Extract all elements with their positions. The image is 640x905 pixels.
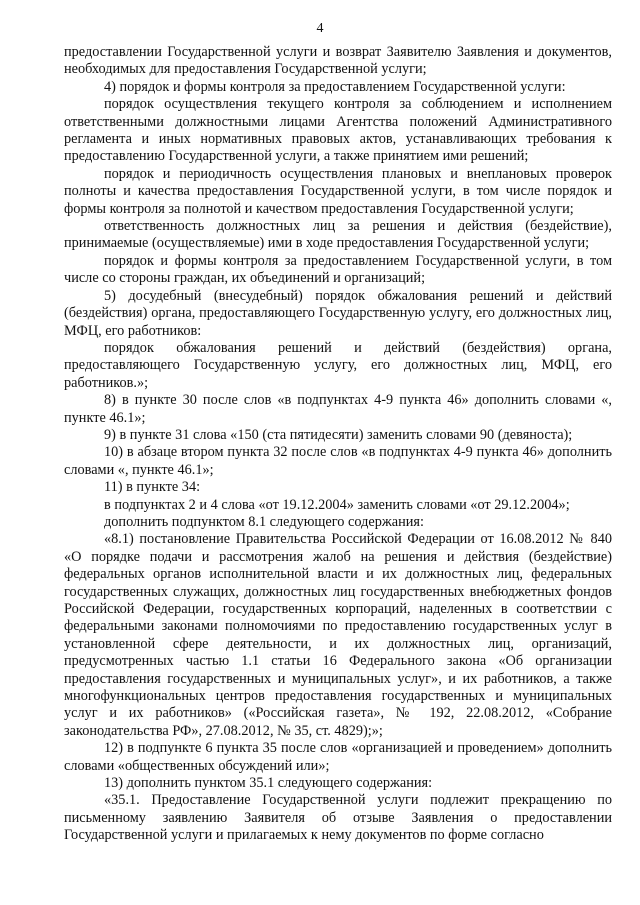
paragraph: 5) досудебный (внесудебный) порядок обжалования решений и действий (бездействия) органа, предоставляющего Государственную услугу, его должностных лиц, МФЦ, его работников:	[64, 287, 612, 339]
paragraph: дополнить подпунктом 8.1 следующего содержания:	[104, 513, 424, 530]
paragraph: в подпунктах 2 и 4 слова «от 19.12.2004» заменить словами «от 29.12.2004»;	[104, 496, 570, 513]
paragraph: порядок осуществления текущего контроля за соблюдением и исполнением ответственными должностными лицами Агентства положений Административного регламента и иных нормативных правовых актов, устанавливающих требования к предоставлению Государственной услуги, а также принятием ими решений;	[64, 96, 612, 165]
page-number: 4	[316, 21, 324, 36]
paragraph: «8.1) постановление Правительства Российской Федерации от 16.08.2012 № 840 «О порядке подачи и рассмотрения жалоб на решения и действия (бездействие) федеральных органов исполнительной власти и их должностных лиц, федеральных государственных служащих, должностных лиц государственных внебюджетных фондов Российской Федерации, государственных корпораций, наделенных в соответствии с федеральными законами полномочиями по предоставлению государственных услуг в установленной сфере деятельности, и их должностных лиц, организаций, предусмотренных частью 1.1 статьи 16 Федерального закона «Об организации предоставления государственных и муниципальных услуг», и их работников, а также многофункциональных центров предоставления государственных и муниципальных услуг и их работников» («Российская газета», № 192, 22.08.2012, «Собрание законодательства РФ», 27.08.2012, № 35, ст. 4829);»;	[64, 531, 612, 739]
paragraph: 9) в пункте 31 слова «150 (ста пятидесяти) заменить словами 90 (девяноста);	[104, 426, 573, 443]
paragraph: 12) в подпункте 6 пункта 35 после слов «организацией и проведением» дополнить словами «общественных обсуждений или»;	[64, 740, 612, 774]
paragraph: 8) в пункте 30 после слов «в подпунктах 4-9 пункта 46» дополнить словами «, пункте 46.1»;	[64, 392, 612, 426]
paragraph: предоставлении Государственной услуги и возврат Заявителю Заявления и документов, необходимых для предоставления Государственной услуги;	[64, 44, 612, 78]
document-body	[64, 44, 612, 845]
paragraph: порядок и формы контроля за предоставлением Государственной услуги, в том числе со стороны граждан, их объединений и организаций;	[64, 252, 612, 287]
paragraph: 10) в абзаце втором пункта 32 после слов «в подпунктах 4-9 пункта 46» дополнить словами «, пункте 46.1»;	[64, 444, 612, 478]
paragraph: 13) дополнить пунктом 35.1 следующего содержания:	[104, 775, 433, 792]
paragraph: 11) в пункте 34:	[104, 479, 201, 496]
paragraph: «35.1. Предоставление Государственной услуги подлежит прекращению по письменному заявлению Заявителя об отзыве Заявления о предоставлении Государственной услуги и прилагаемых к нему документов по форме согласно	[64, 792, 612, 844]
paragraph: порядок и периодичность осуществления плановых и внеплановых проверок полноты и качества предоставления Государственной услуги, в том числе порядок и формы контроля за полнотой и качеством предоставления Государственной услуги;	[64, 165, 612, 217]
paragraph: порядок обжалования решений и действий (бездействия) органа, предоставляющего Государственную услугу, его должностных лиц, МФЦ, его работников.»;	[64, 339, 612, 391]
paragraph: 4) порядок и формы контроля за предоставлением Государственной услуги:	[104, 78, 566, 95]
paragraph: ответственность должностных лиц за решения и действия (бездействие), принимаемые (осуществляемые) ими в ходе предоставления Государственной услуги;	[64, 218, 612, 252]
